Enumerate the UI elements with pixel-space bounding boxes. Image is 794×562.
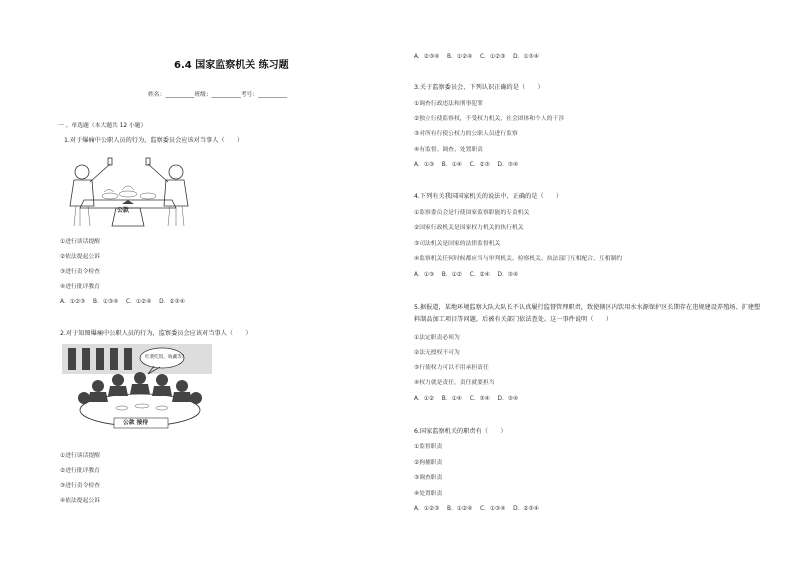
q6-option-2: ②拘捕职责 — [414, 460, 443, 466]
q6-choices: A．①②③ B．①②④ C．①③④ D．②③④ — [414, 506, 539, 512]
q2-option-3: ③进行责令检查 — [60, 483, 100, 489]
q1-cartoon-label: 公款 — [117, 207, 130, 214]
q3-stem: 3.关于监察委员会，下列认识正确的是（ ） — [414, 84, 544, 91]
q6-option-1: ①监督职责 — [414, 444, 443, 450]
student-info-line: 姓名：__________班级：__________考号：__________ — [148, 92, 288, 98]
q1-option-4: ④进行批评教育 — [60, 284, 100, 290]
q3-option-1: ①调查行政违法和刑事犯罪 — [414, 101, 483, 107]
q2-stem: 2.对于知图爆痛中公职人员的行为，监察委员会应该对当事人（ ） — [60, 330, 252, 337]
q1-option-1: ①进行谈话提醒 — [60, 239, 100, 245]
q6-option-3: ③调查职责 — [414, 475, 443, 481]
q3-choices: A．①③ B．①④ C．②③ D．③④ — [414, 162, 519, 168]
q6-stem: 6.国家监察机关的职责有（ ） — [414, 428, 507, 435]
section-heading: 一 、单选题（本大题共 12 小题） — [58, 123, 147, 129]
q3-option-3: ③对所有行使公权力的公职人员进行监察 — [414, 131, 518, 137]
q2-cartoon-label: 公款 接待 — [123, 420, 149, 426]
q1-stem: 1.对于爆痛中公职人员的行为，监察委员会应该对当事人（ ） — [64, 137, 244, 144]
q5-choices: A．①② B．①④ C．③④ D．③④ — [414, 396, 519, 402]
q3-option-4: ④有监督、调查、处置职责 — [414, 147, 483, 153]
q4-option-3: ③司法机关是国家的法律监督机关 — [414, 241, 501, 247]
page-title: 6.4 国家监察机关 练习题 — [174, 60, 289, 71]
q5-option-4: ④权力就是责任，责任就要担当 — [414, 380, 495, 386]
carryover-choices: A．②③④ B．①②④ C．①②③ D．①③④ — [414, 54, 539, 60]
q1-banquet-cartoon — [64, 150, 192, 230]
q5-option-2: ②法无授权不可为 — [414, 350, 460, 356]
q2-option-4: ④依法提起公诉 — [60, 498, 100, 504]
q1-option-2: ②依法提起公诉 — [60, 254, 100, 260]
q1-option-3: ③进行责令检查 — [60, 269, 100, 275]
q1-choices: A．①②③ B．①③④ C．①②④ D．②③④ — [60, 299, 185, 305]
q4-choices: A．①③ B．①② C．②④ D．③④ — [414, 272, 519, 278]
q2-option-2: ②进行批评教育 — [60, 468, 100, 474]
q2-option-1: ①进行谈话提醒 — [60, 453, 100, 459]
q4-option-1: ①监察委员会是行使国家监察职能的专责机关 — [414, 210, 530, 216]
q2-speech-bubble: 红菜吃饭，收藏等？ — [145, 355, 187, 360]
q5-option-3: ③行使权力可以不用承担责任 — [414, 365, 489, 371]
q4-option-4: ④监察机关任何时候都应当与审判机关、检察机关、执法部门互相配合、互相制约 — [414, 256, 623, 262]
q6-option-4: ④处置职责 — [414, 491, 443, 497]
q4-stem: 4.下列有关我国国家机关的说法中，正确的是（ ） — [414, 193, 563, 200]
q5-stem: 5.据报道，某地环境监察大队大队长不认真履行监督管理职责，致使辖区内饮用水水源保护区长期存在违规建设养殖场、扩建塑料制品加工项目等问题，后被有关部门依法查处。这一事件说明（ ） — [414, 304, 761, 323]
q4-option-2: ②国家行政机关是国家权力机关的执行机关 — [414, 225, 524, 231]
q3-option-2: ②独立行使监察权，不受权力机关、社会团体和个人的干涉 — [414, 116, 565, 122]
q5-option-1: ①法定职责必须为 — [414, 335, 460, 341]
